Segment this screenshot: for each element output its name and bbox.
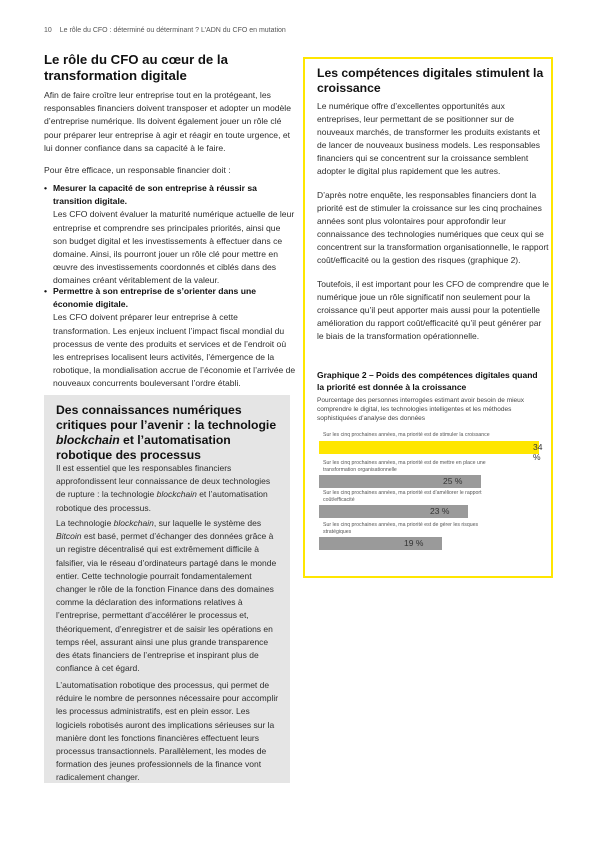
bullet-heading: • Mesurer la capacité de son entreprise à réussir sa transition digitale. [44,182,296,208]
chart-value-label: 23 % [430,506,450,516]
chart-value-label: 25 % [443,476,463,486]
bullet-item [44,285,296,391]
running-title: Le rôle du CFO : déterminé ou déterminant ? L’ADN du CFO en mutation [59,27,286,34]
sidebar-paragraph: Il est essentiel que les responsables financiers approfondissent leur connaissance de deux technologies de rupture : la technologie blockchain et l’automatisation robotique des processus. [56,463,271,513]
bullet-heading: • Permettre à son entreprise de s’orienter dans une économie digitale. [44,285,296,311]
chart-value-label: 19 % [404,538,424,548]
chart-category-label: Sur les cinq prochaines années, ma priorité est d’améliorer le rapport coût/efficacité [323,490,482,503]
chart-category-label: Sur les cinq prochaines années, ma priorité est de gérer les risques stratégiques [323,522,479,535]
running-header [44,27,292,34]
box-title: Les compétences digitales stimulent la croissance [317,66,544,95]
box-paragraph: D’après notre enquête, les responsables financiers dont la priorité est de stimuler la croissance sur les cinq prochaines années sont plus volontaires pour approfondir leur connaissance des technologies numériques que ceux qui se concentrent sur la transformation organisationnelle, le rapport coût/efficacité ou la gestion des risques (graphique 2). [317,190,549,266]
chart-bar [319,537,442,550]
intro-paragraph: Afin de faire croître leur entreprise tout en la protégeant, les responsables financiers doivent transposer et adopter un modèle d’entreprise numérique. Ils doivent également jouer un rôle clé pour préparer leur entreprise à agir et réagir en toute urgence, et lui donner confiance dans sa capacité à le faire. [44,90,291,153]
sidebar-paragraph: La technologie blockchain, sur laquelle le système des Bitcoin est basé, permet d’échanger des données grâce à un registre décentralisé qui est extrêmement difficile à falsifier, via le réseau d’ordinateurs partagé dans le monde entier. Cette technologie pourrait fondamentalement changer le rôle de la fonction Finance dans des domaines comme la déclaration des informations relatives à l’entreprise, permettant d’accélérer le processus et, théoriquement, d’enregistrer et de saisir les opérations en temps réel, assurant ainsi une plus grande transparence des états financiers de l’entreprise et inspirant plus de confiance à cet égard. [56,518,277,674]
chart-bar [319,441,539,454]
section-title: Le rôle du CFO au cœur de la transformation digitale [44,52,228,83]
chart-category-label: Sur les cinq prochaines années, ma priorité est de stimuler la croissance [323,432,490,438]
digital-skills-box [303,57,553,578]
sidebar-title: Des connaissances numériques critiques pour l’avenir : la technologie blockchain et l’automatisation robotique des processus [56,403,277,462]
chart-value-label: 34 % [533,442,543,462]
sidebar-paragraph: L’automatisation robotique des processus, qui permet de réduire le nombre de personnes nécessaire pour accomplir les processus administratifs, est en plein essor. Les logiciels robotisés auront des implications sérieuses sur la manière dont les fonctions financières effectuent leurs processus transactionnels. Parallèlement, les modes de formation des jeunes professionnels de la finance vont radicalement changer. [56,680,279,783]
chart-subtitle: Pourcentage des personnes interrogées estimant avoir besoin de mieux comprendre le digital, les technologies intelligentes et les méthodes sophistiquées d’analyse des données [317,397,525,422]
page-number: 10 [44,27,52,34]
lead-paragraph: Pour être efficace, un responsable financier doit : [44,165,231,175]
bullet-item [44,182,296,288]
box-paragraph: Le numérique offre d’excellentes opportunités aux entreprises, leur permettant de se positionner sur de nouveaux marchés, de transformer les produits existants et de lancer de nouveaux business models. Les responsables financiers qui se concentrent sur la croissance semblent adopter le digital plus rapidement que les autres. [317,101,541,177]
box-paragraph: Toutefois, il est important pour les CFO de comprendre que le numérique joue un rôle significatif non seulement pour la croissance qu’il peut apporter mais aussi pour la potentielle amélioration du rapport coût/efficacité qu’il peut générer par le biais de la transformation opérationnelle. [317,279,549,342]
bullet-text: Les CFO doivent évaluer la maturité numérique actuelle de leur entreprise et comprendre ses principales priorités, ainsi que son budget digital et les investissements à effectuer dans ce domaine. Ainsi, ils pourront jouer un rôle clé pour mettre en œuvre des investissements coordonnés et ciblés dans des domaines créant véritablement de la valeur. [53,209,295,286]
bullet-text: Les CFO doivent préparer leur entreprise à cette transformation. Les enjeux incluent l’impact fiscal mondial du processus de vente des produits et services et de l’endroit où les entreprises localisent leurs activités, l’émergence de la robotique, la mondialisation accrue de l’économie et l’arrivée de nouveaux concurrents bouleversant l’ordre établi. [53,312,296,389]
blockchain-sidebar [44,395,290,783]
chart-category-label: Sur les cinq prochaines années, ma priorité est de mettre en place une transformation organisationnelle [323,460,486,473]
chart-title: Graphique 2 – Poids des compétences digitales quand la priorité est donnée à la croissance [317,370,538,392]
